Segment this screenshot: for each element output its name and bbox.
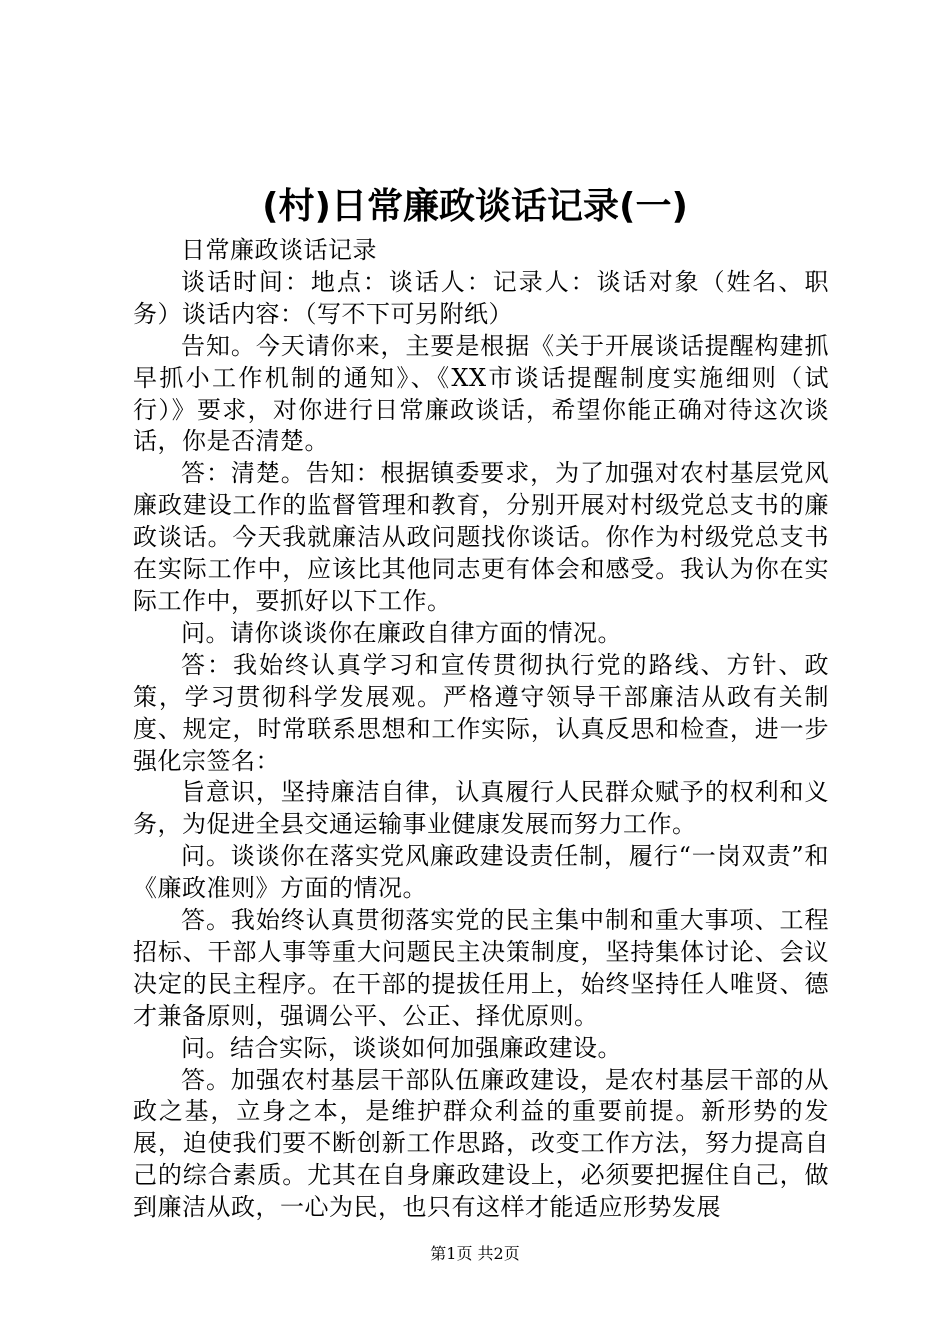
question-paragraph-3: 问。结合实际，谈谈如何加强廉政建设。 [181, 1033, 622, 1062]
question-paragraph-1: 问。请你谈谈你在廉政自律方面的情况。 [181, 618, 622, 647]
document-body [133, 235, 829, 1224]
heading-line: 日常廉政谈话记录 [181, 236, 377, 264]
interview-info-paragraph: 谈话时间：地点：谈话人：记录人：谈话对象（姓名、职务）谈话内容：（写不下可另附纸） [133, 267, 829, 328]
document-title: (村)日常廉政谈话记录(一) [262, 186, 688, 227]
question-paragraph-2: 问。谈谈你在落实党风廉政建设责任制，履行“一岗双责”和《廉政准则》方面的情况。 [133, 842, 829, 903]
answer-paragraph-3: 答。我始终认真贯彻落实党的民主集中制和重大事项、工程招标、干部人事等重大问题民主决策制度，坚持集体讨论、会议决定的民主程序。在干部的提拔任用上，始终坚持任人唯贤、德才兼备原则，强调公平、公正、择优原则。 [133, 906, 829, 1030]
answer-paragraph-1: 答：清楚。告知：根据镇委要求，为了加强对农村基层党风廉政建设工作的监督管理和教育，分别开展对村级党总支书的廉政谈话。今天我就廉洁从政问题找你谈话。你作为村级党总支书在实际工作中，应该比其他同志更有体会和感受。我认为你在实际工作中，要抓好以下工作。 [133, 459, 829, 615]
answer-paragraph-4: 答。加强农村基层干部队伍廉政建设，是农村基层干部的从政之基，立身之本，是维护群众利益的重要前提。新形势的发展，迫使我们要不断创新工作思路，改变工作方法，努力提高自己的综合素质。尤其在自身廉政建设上，必须要把握住自己，做到廉洁从政，一心为民，也只有这样才能适应形势发展 [133, 1065, 829, 1222]
page-number-footer: 第1页 共2页 [430, 1244, 520, 1263]
notice-paragraph: 告知。今天请你来，主要是根据《关于开展谈话提醒构建抓早抓小工作机制的通知》、《XX市谈话提醒制度实施细则（试行）》要求，对你进行日常廉政谈话，希望你能正确对待这次谈话，你是否清楚。 [133, 331, 829, 456]
answer-paragraph-2: 答：我始终认真学习和宣传贯彻执行党的路线、方针、政策，学习贯彻科学发展观。严格遵守领导干部廉洁从政有关制度、规定，时常联系思想和工作实际，认真反思和检查，进一步强化宗签名： [133, 650, 829, 775]
continuation-paragraph: 旨意识，坚持廉洁自律，认真履行人民群众赋予的权利和义务，为促进全县交通运输事业健康发展而努力工作。 [133, 778, 829, 839]
